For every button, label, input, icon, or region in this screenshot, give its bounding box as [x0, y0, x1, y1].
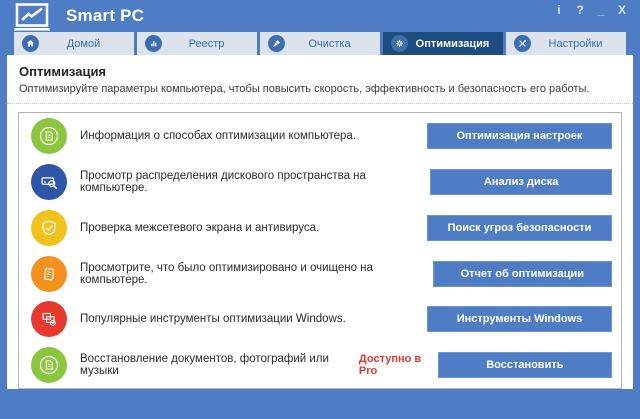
- tab-label: Домой: [66, 37, 101, 50]
- tab-label: Настройки: [548, 37, 603, 50]
- list-item-text: Проверка межсетевого экрана и антивируса.: [80, 221, 320, 234]
- tools-icon: [514, 35, 531, 52]
- tab-settings[interactable]: [506, 32, 626, 55]
- list-item-optimization-report: [19, 251, 621, 297]
- list-item-text: Просмотр распределения дискового пространства на компьютере.: [80, 169, 366, 194]
- optimization-report-button[interactable]: Отчет об оптимизации: [433, 261, 612, 287]
- main-content: [7, 55, 633, 389]
- help-button[interactable]: ?: [576, 3, 584, 17]
- report-icon: [31, 256, 67, 292]
- page-title: Оптимизация: [19, 64, 107, 80]
- home-icon: [22, 35, 39, 52]
- disk-analysis-button[interactable]: Анализ диска: [430, 169, 612, 195]
- header-divider: [7, 103, 633, 104]
- app-title: Smart PC: [66, 6, 145, 25]
- windows-tools-button[interactable]: Инструменты Windows: [427, 306, 612, 332]
- tab-registry[interactable]: [137, 32, 257, 55]
- info-document-icon: [31, 118, 67, 154]
- minimize-button[interactable]: _: [597, 3, 605, 17]
- list-item-text: Информация о способах оптимизации компьютера.: [80, 130, 357, 143]
- list-item-text: Просмотрите, что было оптимизировано и очищено на компьютере.: [80, 261, 373, 286]
- info-button[interactable]: i: [557, 3, 561, 17]
- list-item-text: Популярные инструменты оптимизации Windows.: [80, 313, 346, 326]
- tab-optimization[interactable]: [383, 32, 503, 55]
- title-bar: [0, 0, 640, 32]
- tab-label: Реестр: [188, 37, 225, 50]
- bar-chart-icon: [145, 35, 162, 52]
- list-item-windows-tools: [19, 296, 621, 342]
- close-button[interactable]: X: [617, 3, 626, 17]
- tab-bar: [0, 32, 640, 55]
- list-item-security-check: [19, 205, 621, 251]
- bottom-bar: [0, 400, 640, 419]
- disk-search-icon: [31, 164, 67, 200]
- pro-availability-badge: Доступно в Pro: [358, 353, 422, 378]
- shield-check-icon: [31, 210, 67, 246]
- smart-pc-logo-icon: [12, 2, 52, 32]
- page-header: [7, 55, 633, 101]
- page-subtitle: Оптимизируйте параметры компьютера, чтобы повысить скорость, эффективность и безопасность его работы.: [19, 83, 590, 96]
- list-item-optimization-info: [19, 113, 621, 159]
- restore-button[interactable]: Восстановить: [438, 352, 612, 378]
- window-controls: [553, 3, 628, 17]
- optimization-list-panel: [18, 112, 622, 389]
- list-item-text: Восстановление документов, фотографий или музыки: [80, 353, 329, 378]
- windows-tools-icon: [31, 301, 67, 337]
- optimize-settings-button[interactable]: Оптимизация настроек: [427, 123, 612, 149]
- tab-label: Очистка: [308, 37, 351, 50]
- list-item-restore: [19, 342, 621, 388]
- list-item-disk-analysis: [19, 159, 621, 205]
- tab-home[interactable]: [14, 32, 134, 55]
- security-scan-button[interactable]: Поиск угроз безопасности: [427, 215, 612, 241]
- broom-icon: [268, 35, 285, 52]
- restore-document-icon: [31, 347, 67, 383]
- gear-icon: [391, 35, 408, 52]
- tab-label: Оптимизация: [415, 37, 490, 50]
- tab-cleaning[interactable]: [260, 32, 380, 55]
